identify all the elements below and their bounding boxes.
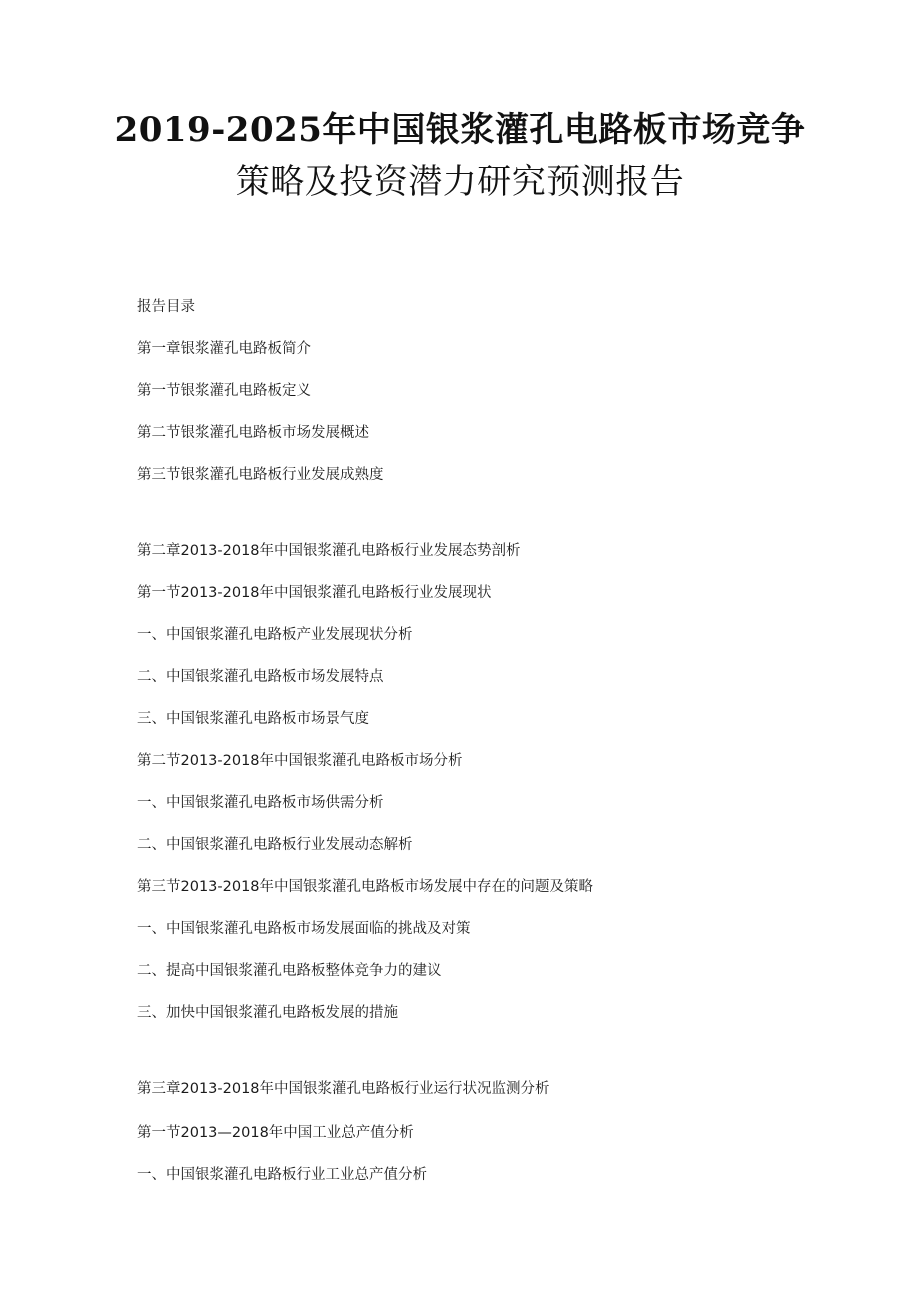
toc-chapter-1: 第一章银浆灌孔电路板简介 — [137, 341, 311, 357]
toc-entry: 第三节2013-2018年中国银浆灌孔电路板市场发展中存在的问题及策略 — [137, 879, 594, 895]
toc-entry: 二、中国银浆灌孔电路板行业发展动态解析 — [137, 837, 413, 853]
toc-entry: 第三节银浆灌孔电路板行业发展成熟度 — [137, 467, 384, 483]
toc-entry: 第一节银浆灌孔电路板定义 — [137, 383, 311, 399]
toc-entry: 第二节2013-2018年中国银浆灌孔电路板市场分析 — [137, 753, 463, 769]
toc-entry: 一、中国银浆灌孔电路板市场供需分析 — [137, 795, 384, 811]
title-line-2: 策略及投资潜力研究预测报告 — [235, 162, 685, 202]
toc-entry: 三、加快中国银浆灌孔电路板发展的措施 — [137, 1005, 398, 1021]
toc-chapter-3: 第三章2013-2018年中国银浆灌孔电路板行业运行状况监测分析 — [137, 1081, 550, 1097]
title-line-1: 2019-2025年中国银浆灌孔电路板市场竞争 — [114, 110, 806, 150]
toc-heading: 报告目录 — [137, 299, 195, 315]
toc-chapter-2: 第二章2013-2018年中国银浆灌孔电路板行业发展态势剖析 — [137, 543, 521, 559]
toc-entry: 二、中国银浆灌孔电路板市场发展特点 — [137, 669, 384, 685]
document-title — [0, 104, 920, 208]
toc-entry: 一、中国银浆灌孔电路板产业发展现状分析 — [137, 627, 413, 643]
toc-entry: 二、提高中国银浆灌孔电路板整体竞争力的建议 — [137, 963, 442, 979]
toc-entry: 一、中国银浆灌孔电路板行业工业总产值分析 — [137, 1167, 427, 1183]
toc-entry: 三、中国银浆灌孔电路板市场景气度 — [137, 711, 369, 727]
toc-entry: 第二节银浆灌孔电路板市场发展概述 — [137, 425, 369, 441]
toc-entry: 一、中国银浆灌孔电路板市场发展面临的挑战及对策 — [137, 921, 471, 937]
toc-entry: 第一节2013-2018年中国银浆灌孔电路板行业发展现状 — [137, 585, 492, 601]
toc-entry: 第一节2013—2018年中国工业总产值分析 — [137, 1125, 414, 1141]
